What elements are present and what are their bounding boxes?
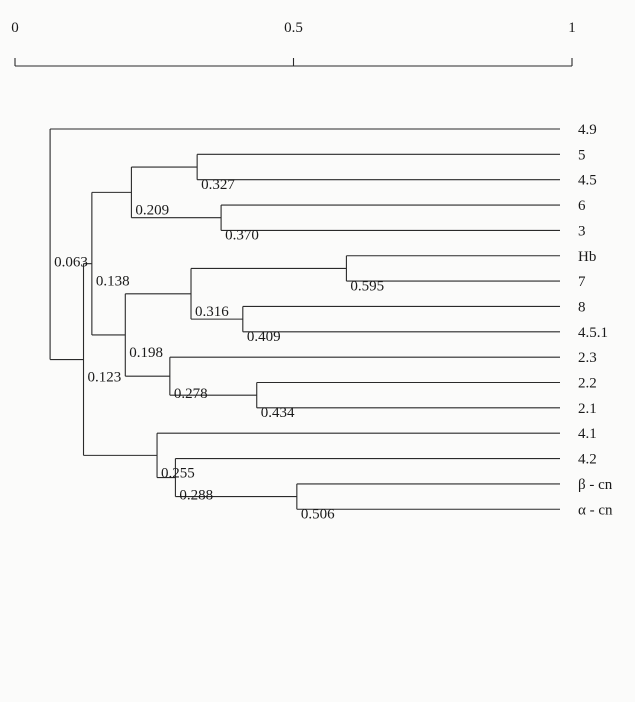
node-label-N3: 0.138 bbox=[95, 273, 130, 290]
leaf-label: α - cn bbox=[578, 502, 613, 519]
leaf-label: Hb bbox=[578, 248, 597, 265]
node-label-N5: 0.327 bbox=[201, 177, 235, 194]
node-label-N8: 0.316 bbox=[195, 303, 229, 320]
node-labels bbox=[54, 177, 384, 523]
leaf-label: 3 bbox=[578, 223, 586, 240]
node-label-N11: 0.434 bbox=[260, 405, 295, 422]
node-label-N7: 0.198 bbox=[129, 344, 164, 361]
leaf-label: 8 bbox=[578, 299, 586, 316]
node-label-N12: 0.255 bbox=[161, 465, 195, 482]
leaf-label: 4.5 bbox=[578, 172, 597, 189]
node-label-N4: 0.209 bbox=[135, 202, 170, 219]
node-label-N9: 0.595 bbox=[350, 278, 385, 295]
dendrogram-tree bbox=[50, 129, 560, 509]
leaf-label: 4.5.1 bbox=[578, 324, 608, 341]
node-label-N6: 0.370 bbox=[225, 227, 259, 244]
leaf-labels bbox=[578, 122, 613, 518]
scale-tick-label: 1 bbox=[568, 20, 576, 36]
leaf-label: 2.3 bbox=[578, 350, 597, 367]
node-label-N13: 0.288 bbox=[179, 487, 214, 504]
scale-tick-label: 0.5 bbox=[284, 20, 303, 36]
leaf-label: 6 bbox=[578, 198, 586, 215]
node-label-N1: 0.063 bbox=[54, 254, 88, 271]
node-label-N9b: 0.409 bbox=[246, 329, 281, 346]
leaf-label: 7 bbox=[578, 274, 586, 291]
leaf-label: 4.2 bbox=[578, 451, 597, 468]
leaf-label: 4.9 bbox=[578, 122, 597, 138]
leaf-label: 2.2 bbox=[578, 375, 597, 392]
leaf-label: 4.1 bbox=[578, 426, 597, 443]
node-label-N14: 0.506 bbox=[300, 506, 335, 523]
similarity-scale bbox=[11, 20, 576, 66]
scale-tick-label: 0 bbox=[11, 20, 19, 36]
node-label-N2: 0.123 bbox=[87, 369, 122, 386]
leaf-label: 5 bbox=[578, 147, 586, 164]
node-label-N10: 0.278 bbox=[173, 386, 208, 403]
leaf-label: β - cn bbox=[578, 476, 613, 493]
leaf-label: 2.1 bbox=[578, 400, 597, 417]
